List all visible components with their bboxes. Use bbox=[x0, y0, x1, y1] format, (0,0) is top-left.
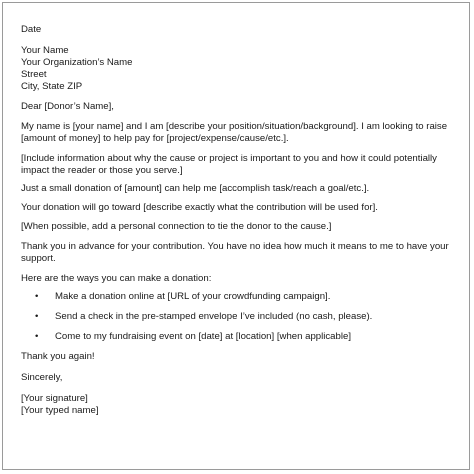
signature-placeholder: [Your signature] bbox=[21, 393, 88, 404]
list-item bbox=[21, 331, 461, 343]
paragraph-donation-use: Your donation will go toward [describe exactly what the contribution will be used for]. bbox=[21, 202, 378, 213]
sender-street: Street bbox=[21, 69, 47, 80]
ways-intro: Here are the ways you can make a donation: bbox=[21, 273, 212, 284]
closing-line: Sincerely, bbox=[21, 372, 63, 383]
salutation: Dear [Donor’s Name], bbox=[21, 101, 114, 112]
sender-city-state-zip: City, State ZIP bbox=[21, 81, 83, 92]
paragraph-cause-importance: [Include information about why the cause or project is important to you and how it could potentially impact the reader or those you serve.] bbox=[21, 153, 437, 176]
list-item-text: Make a donation online at [URL of your crowdfunding campaign]. bbox=[55, 291, 331, 302]
sender-address bbox=[21, 45, 461, 93]
bullet-icon: • bbox=[35, 331, 39, 342]
list-item-text: Come to my fundraising event on [date] at [location] [when applicable] bbox=[55, 331, 351, 342]
sender-organization: Your Organization’s Name bbox=[21, 57, 133, 68]
bullet-icon: • bbox=[35, 311, 39, 322]
date-line: Date bbox=[21, 24, 42, 35]
paragraph-thank-you: Thank you in advance for your contribution. You have no idea how much it means to me to have your support. bbox=[21, 241, 449, 264]
typed-name-placeholder: [Your typed name] bbox=[21, 405, 99, 416]
donation-ways-list bbox=[21, 291, 461, 343]
letter-body bbox=[21, 24, 461, 417]
list-item bbox=[21, 291, 461, 303]
list-item bbox=[21, 311, 461, 323]
sender-name: Your Name bbox=[21, 45, 69, 56]
paragraph-personal-connection: [When possible, add a personal connection to tie the donor to the cause.] bbox=[21, 221, 332, 232]
paragraph-introduction: My name is [your name] and I am [describe your position/situation/background]. I am looking to raise [amount of money] to help pay for [project/expense/cause/etc.]. bbox=[21, 121, 448, 144]
list-item-text: Send a check in the pre-stamped envelope I’ve included (no cash, please). bbox=[55, 311, 373, 322]
paragraph-small-donation: Just a small donation of [amount] can help me [accomplish task/reach a goal/etc.]. bbox=[21, 183, 370, 194]
bullet-icon: • bbox=[35, 291, 39, 302]
thanks-line: Thank you again! bbox=[21, 351, 95, 362]
